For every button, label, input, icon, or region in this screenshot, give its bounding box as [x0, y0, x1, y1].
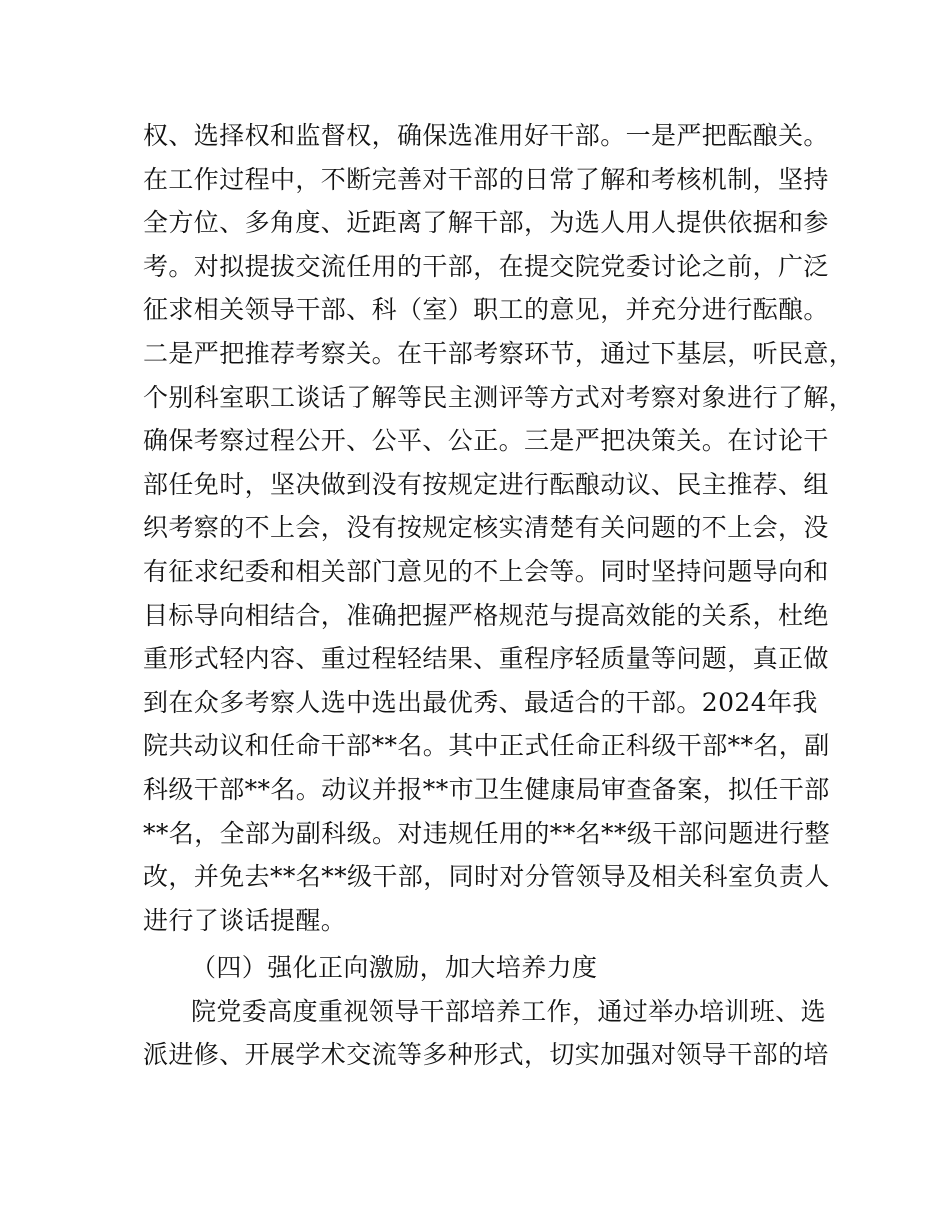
- paragraph-training: [143, 990, 829, 1077]
- text-line: 目标导向相结合，准确把握严格规范与提高效能的关系，杜绝: [143, 600, 829, 630]
- text-line: 考。对拟提拔交流任用的干部，在提交院党委讨论之前，广泛: [143, 251, 829, 281]
- section-heading: （四）强化正向激励，加大培养力度: [191, 953, 598, 983]
- text-line: 织考察的不上会，没有按规定核实清楚有关问题的不上会，没: [143, 513, 829, 543]
- text-line: 进行了谈话提醒。: [143, 905, 347, 935]
- text-line: 派进修、开展学术交流等多种形式，切实加强对领导干部的培: [143, 1040, 829, 1070]
- text-line: 改，并免去**名**级干部，同时对分管领导及相关科室负责人: [143, 862, 830, 892]
- text-line: 有征求纪委和相关部门意见的不上会等。同时坚持问题导向和: [143, 556, 829, 586]
- text-line: 全方位、多角度、近距离了解干部，为选人用人提供依据和参: [143, 208, 829, 238]
- text-line: 科级干部**名。动议并报**市卫生健康局审查备案，拟任干部: [143, 774, 830, 804]
- text-line: 确保考察过程公开、公平、公正。三是严把决策关。在讨论干: [143, 426, 829, 456]
- text-line: 征求相关领导干部、科（室）职工的意见，并充分进行酝酿。: [143, 295, 829, 325]
- text-line: 个别科室职工谈话了解等民主测评等方式对考察对象进行了解，: [143, 382, 855, 412]
- body-text: [143, 114, 855, 1077]
- text-line: 在工作过程中，不断完善对干部的日常了解和考核机制，坚持: [143, 164, 829, 194]
- text-line: 院党委高度重视领导干部培养工作，通过举办培训班、选: [191, 996, 827, 1026]
- text-line: 部任免时，坚决做到没有按规定进行酝酿动议、民主推荐、组: [143, 469, 829, 499]
- text-line: **名，全部为副科级。对违规任用的**名**级干部问题进行整: [143, 818, 831, 848]
- text-line: 二是严把推荐考察关。在干部考察环节，通过下基层，听民意，: [143, 338, 855, 368]
- text-line: 院共动议和任命干部**名。其中正式任命正科级干部**名，副: [143, 731, 830, 761]
- text-line: 重形式轻内容、重过程轻结果、重程序轻质量等问题，真正做: [143, 644, 829, 674]
- text-line: 权、选择权和监督权，确保选准用好干部。一是严把酝酿关。: [143, 121, 829, 150]
- paragraph-selection-process: [143, 114, 855, 942]
- text-line: 到在众多考察人选中选出最优秀、最适合的干部。2024年我: [143, 687, 818, 717]
